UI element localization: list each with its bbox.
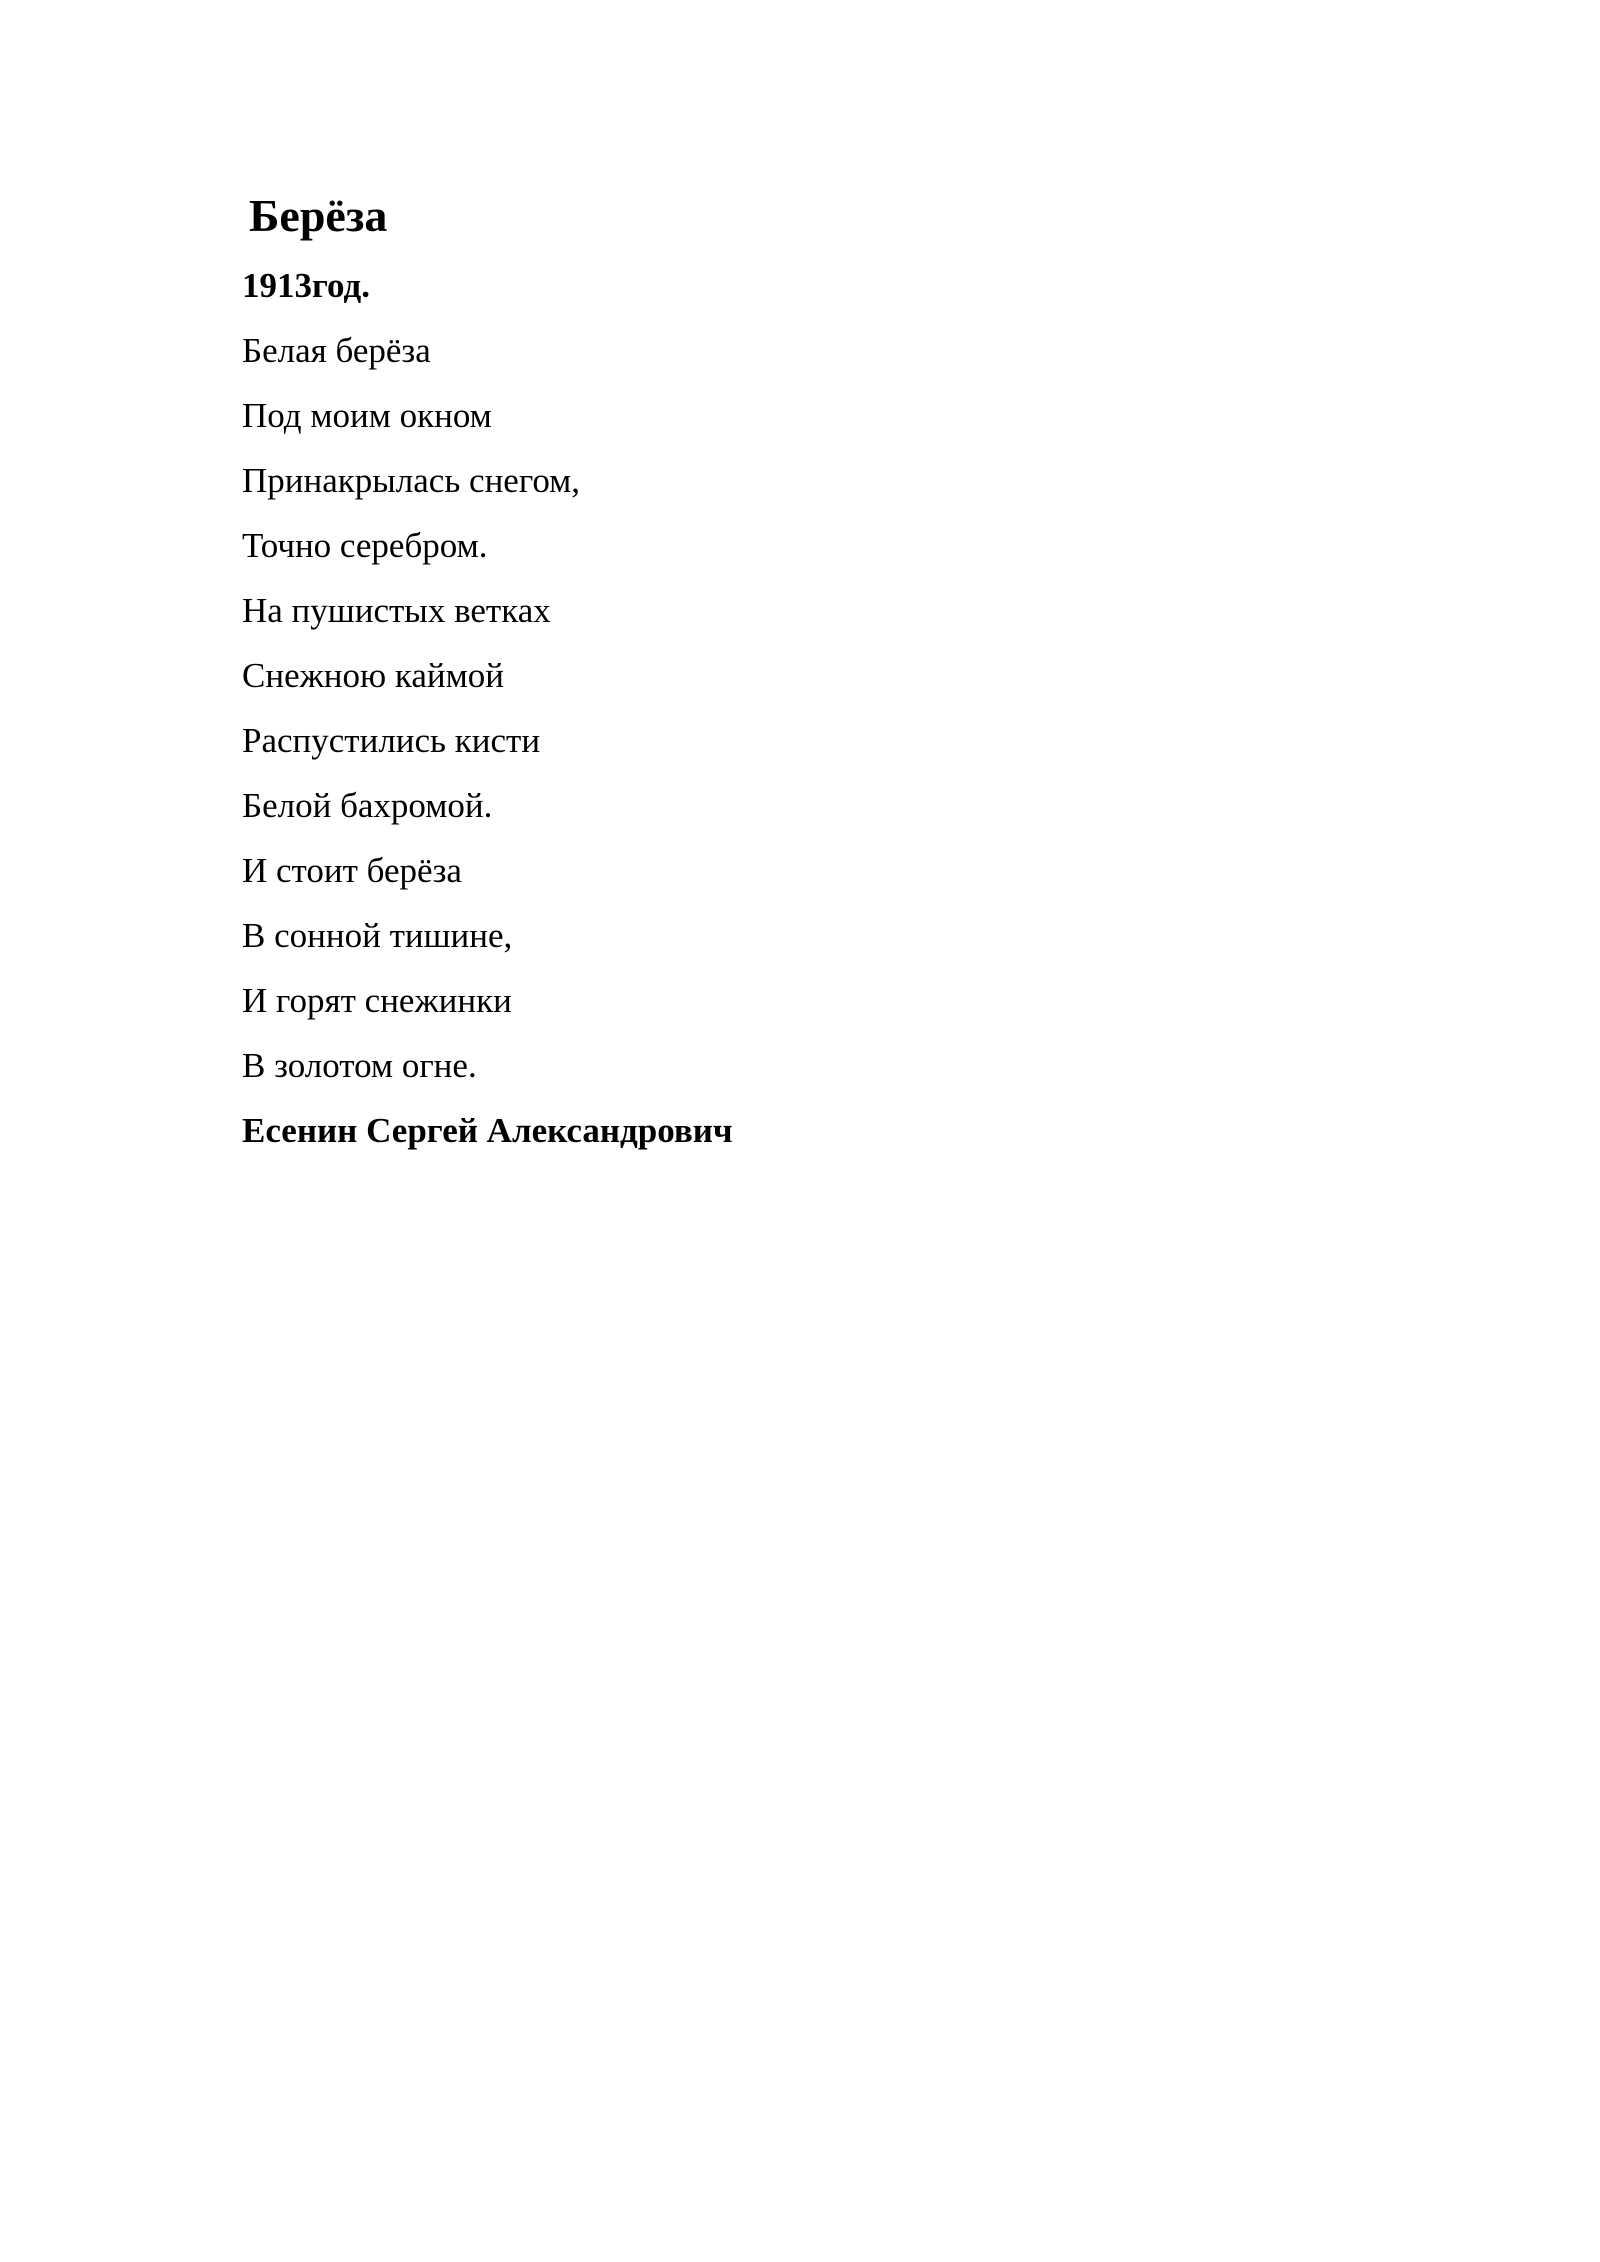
poem-line: В золотом огне. (242, 1046, 477, 1085)
poem-author: Есенин Сергей Александрович (242, 1111, 733, 1150)
poem-line: Белой бахромой. (242, 786, 493, 825)
poem-line: Снежною каймой (242, 656, 505, 695)
poem-line: И стоит берёза (242, 851, 462, 890)
poem-line: Распустились кисти (242, 721, 541, 760)
poem-verse (242, 329, 1342, 1088)
poem-line: Точно серебром. (242, 526, 488, 565)
poem-title: Берёза (249, 190, 388, 241)
poem-line: Принакрылась снегом, (242, 461, 581, 500)
poem-line: И горят снежинки (242, 981, 512, 1020)
poem-year: 1913год. (242, 266, 370, 305)
poem-line: На пушистых ветках (242, 591, 551, 630)
poem-line: Белая берёза (242, 331, 431, 370)
poem (242, 188, 1342, 1153)
poem-line: В сонной тишине, (242, 916, 513, 955)
poem-line: Под моим окном (242, 396, 492, 435)
